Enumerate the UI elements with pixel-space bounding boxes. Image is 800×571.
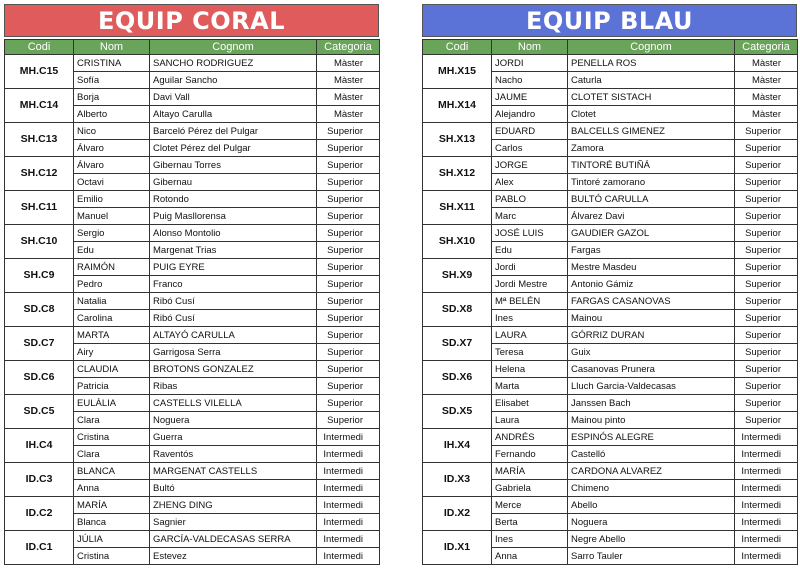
pair-code: MH.C14 <box>5 89 74 123</box>
pair-code: SH.X13 <box>423 123 492 157</box>
surname: Rotondo <box>150 191 317 208</box>
player-row <box>5 191 380 208</box>
first-name: JÚLIA <box>74 531 150 548</box>
pair-code: SD.X8 <box>423 293 492 327</box>
first-name: EULÀLIA <box>74 395 150 412</box>
surname: Mainou pinto <box>568 412 735 429</box>
first-name: Borja <box>74 89 150 106</box>
player-row <box>5 463 380 480</box>
pair-code: ID.X2 <box>423 497 492 531</box>
pair-code: SH.C13 <box>5 123 74 157</box>
category: Superior <box>317 293 380 310</box>
category: Màster <box>735 89 798 106</box>
category: Superior <box>317 412 380 429</box>
surname: Ribó Cusí <box>150 293 317 310</box>
surname: Antonio Gámiz <box>568 276 735 293</box>
category: Màster <box>735 106 798 123</box>
surname: ALTAYÓ CARULLA <box>150 327 317 344</box>
header-row <box>423 40 798 55</box>
surname: Noguera <box>150 412 317 429</box>
pair-code: ID.C1 <box>5 531 74 565</box>
player-row <box>423 123 798 140</box>
player-row <box>423 225 798 242</box>
first-name: Clara <box>74 412 150 429</box>
category: Superior <box>317 327 380 344</box>
category: Intermedi <box>735 480 798 497</box>
pair-code: SD.C7 <box>5 327 74 361</box>
pair-code: SD.C6 <box>5 361 74 395</box>
pair-code: SD.X6 <box>423 361 492 395</box>
player-row <box>423 293 798 310</box>
pair-code: MH.X14 <box>423 89 492 123</box>
pair-code: MH.X15 <box>423 55 492 89</box>
surname: Zamora <box>568 140 735 157</box>
player-row <box>5 55 380 72</box>
surname: Chimeno <box>568 480 735 497</box>
category: Superior <box>317 157 380 174</box>
surname: Sarro Tauler <box>568 548 735 565</box>
first-name: Marta <box>492 378 568 395</box>
category: Superior <box>317 259 380 276</box>
category: Intermedi <box>317 480 380 497</box>
first-name: Elisabet <box>492 395 568 412</box>
category: Superior <box>735 395 798 412</box>
category: Superior <box>735 259 798 276</box>
surname: Casanovas Prunera <box>568 361 735 378</box>
surname: Altayo Carulla <box>150 106 317 123</box>
surname: Castelló <box>568 446 735 463</box>
first-name: Merce <box>492 497 568 514</box>
surname: GARCÍA-VALDECASAS SERRA <box>150 531 317 548</box>
category: Màster <box>317 89 380 106</box>
first-name: Anna <box>492 548 568 565</box>
player-row <box>5 429 380 446</box>
player-row <box>423 191 798 208</box>
pair-code: SH.C12 <box>5 157 74 191</box>
pair-code: SH.X12 <box>423 157 492 191</box>
surname: Abello <box>568 497 735 514</box>
first-name: Laura <box>492 412 568 429</box>
surname: Janssen Bach <box>568 395 735 412</box>
surname: Noguera <box>568 514 735 531</box>
surname: BULTÓ CARULLA <box>568 191 735 208</box>
first-name: Emilio <box>74 191 150 208</box>
surname: BROTONS GONZALEZ <box>150 361 317 378</box>
first-name: Gabriela <box>492 480 568 497</box>
first-name: Edu <box>74 242 150 259</box>
surname: Guerra <box>150 429 317 446</box>
category: Superior <box>317 242 380 259</box>
first-name: Cristina <box>74 548 150 565</box>
category: Superior <box>735 157 798 174</box>
surname: CASTELLS VILELLA <box>150 395 317 412</box>
surname: Lluch Garcia-Valdecasas <box>568 378 735 395</box>
player-row <box>5 395 380 412</box>
category: Intermedi <box>735 463 798 480</box>
category: Superior <box>317 140 380 157</box>
player-row <box>423 531 798 548</box>
category: Superior <box>317 191 380 208</box>
surname: Bultó <box>150 480 317 497</box>
first-name: Clara <box>74 446 150 463</box>
category: Superior <box>735 293 798 310</box>
team-title: EQUIP BLAU <box>422 4 797 37</box>
first-name: LAURA <box>492 327 568 344</box>
pair-code: SD.X7 <box>423 327 492 361</box>
pair-code: SH.C10 <box>5 225 74 259</box>
first-name: CLAUDIA <box>74 361 150 378</box>
pair-code: SH.C11 <box>5 191 74 225</box>
surname: Gibernau <box>150 174 317 191</box>
first-name: Alejandro <box>492 106 568 123</box>
first-name: Patricia <box>74 378 150 395</box>
first-name: JOSÉ LUIS <box>492 225 568 242</box>
first-name: Teresa <box>492 344 568 361</box>
category: Superior <box>735 327 798 344</box>
first-name: Nico <box>74 123 150 140</box>
surname: CLOTET SISTACH <box>568 89 735 106</box>
first-name: Carolina <box>74 310 150 327</box>
surname: Mestre Masdeu <box>568 259 735 276</box>
pair-code: IH.X4 <box>423 429 492 463</box>
category: Intermedi <box>317 429 380 446</box>
category: Superior <box>735 242 798 259</box>
surname: Sagnier <box>150 514 317 531</box>
pair-code: SH.X11 <box>423 191 492 225</box>
header-codi: Codi <box>5 40 74 55</box>
category: Superior <box>317 276 380 293</box>
first-name: Ines <box>492 310 568 327</box>
surname: Estevez <box>150 548 317 565</box>
first-name: MARÍA <box>492 463 568 480</box>
first-name: Manuel <box>74 208 150 225</box>
first-name: MARÍA <box>74 497 150 514</box>
first-name: Álvaro <box>74 140 150 157</box>
surname: PUIG EYRE <box>150 259 317 276</box>
category: Superior <box>735 344 798 361</box>
category: Superior <box>317 361 380 378</box>
surname: Barceló Pérez del Pulgar <box>150 123 317 140</box>
first-name: Pedro <box>74 276 150 293</box>
category: Intermedi <box>317 514 380 531</box>
category: Superior <box>735 174 798 191</box>
surname: Garrigosa Serra <box>150 344 317 361</box>
category: Intermedi <box>317 446 380 463</box>
category: Superior <box>735 310 798 327</box>
player-row <box>423 395 798 412</box>
first-name: Helena <box>492 361 568 378</box>
category: Superior <box>317 395 380 412</box>
player-row <box>5 157 380 174</box>
category: Intermedi <box>735 531 798 548</box>
header-cognom: Cognom <box>568 40 735 55</box>
first-name: Octavi <box>74 174 150 191</box>
surname: ZHENG DING <box>150 497 317 514</box>
category: Intermedi <box>735 497 798 514</box>
pair-code: ID.X3 <box>423 463 492 497</box>
pair-code: ID.C2 <box>5 497 74 531</box>
first-name: BLANCA <box>74 463 150 480</box>
category: Superior <box>317 225 380 242</box>
first-name: Edu <box>492 242 568 259</box>
surname: Raventós <box>150 446 317 463</box>
player-row <box>5 123 380 140</box>
first-name: Mª BELÉN <box>492 293 568 310</box>
pair-code: SD.C5 <box>5 395 74 429</box>
surname: GÓRRIZ DURAN <box>568 327 735 344</box>
first-name: Alberto <box>74 106 150 123</box>
first-name: Álvaro <box>74 157 150 174</box>
first-name: CRISTINA <box>74 55 150 72</box>
surname: BALCELLS GIMENEZ <box>568 123 735 140</box>
category: Superior <box>735 191 798 208</box>
surname: Puig Masllorensa <box>150 208 317 225</box>
surname: Mainou <box>568 310 735 327</box>
header-cognom: Cognom <box>150 40 317 55</box>
category: Intermedi <box>317 463 380 480</box>
surname: Guix <box>568 344 735 361</box>
surname: Fargas <box>568 242 735 259</box>
player-row <box>5 89 380 106</box>
surname: Caturla <box>568 72 735 89</box>
player-row <box>423 361 798 378</box>
category: Intermedi <box>317 531 380 548</box>
category: Superior <box>317 378 380 395</box>
pair-code: SH.X10 <box>423 225 492 259</box>
player-row <box>5 225 380 242</box>
player-row <box>423 157 798 174</box>
player-row <box>423 463 798 480</box>
surname: Clotet Pérez del Pulgar <box>150 140 317 157</box>
category: Superior <box>735 361 798 378</box>
team-coral <box>4 4 379 565</box>
category: Superior <box>317 310 380 327</box>
first-name: Fernando <box>492 446 568 463</box>
roster-table <box>4 39 380 565</box>
roster-table <box>422 39 798 565</box>
first-name: Jordi Mestre <box>492 276 568 293</box>
category: Intermedi <box>735 429 798 446</box>
team-title: EQUIP CORAL <box>4 4 379 37</box>
category: Intermedi <box>735 514 798 531</box>
player-row <box>423 89 798 106</box>
team-blau <box>422 4 797 565</box>
surname: Aguilar Sancho <box>150 72 317 89</box>
header-nom: Nom <box>74 40 150 55</box>
category: Intermedi <box>735 548 798 565</box>
first-name: Sofía <box>74 72 150 89</box>
pair-code: SH.C9 <box>5 259 74 293</box>
surname: TINTORÉ BUTIÑÁ <box>568 157 735 174</box>
first-name: Jordi <box>492 259 568 276</box>
player-row <box>423 55 798 72</box>
first-name: JAUME <box>492 89 568 106</box>
category: Superior <box>317 208 380 225</box>
surname: PENELLA ROS <box>568 55 735 72</box>
surname: Ribas <box>150 378 317 395</box>
surname: Alonso Montolio <box>150 225 317 242</box>
first-name: PABLO <box>492 191 568 208</box>
player-row <box>423 259 798 276</box>
surname: ESPINÓS ALEGRE <box>568 429 735 446</box>
pair-code: SH.X9 <box>423 259 492 293</box>
player-row <box>5 293 380 310</box>
player-row <box>5 259 380 276</box>
pair-code: SD.C8 <box>5 293 74 327</box>
category: Superior <box>735 225 798 242</box>
first-name: JORDI <box>492 55 568 72</box>
first-name: Alex <box>492 174 568 191</box>
first-name: Ines <box>492 531 568 548</box>
first-name: JORGE <box>492 157 568 174</box>
header-codi: Codi <box>423 40 492 55</box>
player-row <box>5 361 380 378</box>
category: Superior <box>317 123 380 140</box>
surname: Ribó Cusí <box>150 310 317 327</box>
first-name: Carlos <box>492 140 568 157</box>
first-name: EDUARD <box>492 123 568 140</box>
surname: CARDONA ALVAREZ <box>568 463 735 480</box>
category: Superior <box>735 412 798 429</box>
category: Superior <box>317 174 380 191</box>
first-name: Cristina <box>74 429 150 446</box>
pair-code: MH.C15 <box>5 55 74 89</box>
pair-code: ID.C3 <box>5 463 74 497</box>
player-row <box>5 327 380 344</box>
pair-code: IH.C4 <box>5 429 74 463</box>
category: Màster <box>317 55 380 72</box>
header-categoria: Categoria <box>735 40 798 55</box>
surname: Clotet <box>568 106 735 123</box>
surname: SANCHO RODRIGUEZ <box>150 55 317 72</box>
player-row <box>423 429 798 446</box>
player-row <box>423 497 798 514</box>
category: Superior <box>735 140 798 157</box>
first-name: Blanca <box>74 514 150 531</box>
first-name: Airy <box>74 344 150 361</box>
category: Superior <box>735 123 798 140</box>
first-name: Berta <box>492 514 568 531</box>
category: Superior <box>735 378 798 395</box>
surname: Negre Abello <box>568 531 735 548</box>
pair-code: ID.X1 <box>423 531 492 565</box>
category: Màster <box>317 106 380 123</box>
first-name: Anna <box>74 480 150 497</box>
first-name: MARTA <box>74 327 150 344</box>
surname: FARGAS CASANOVAS <box>568 293 735 310</box>
first-name: Sergio <box>74 225 150 242</box>
first-name: ANDRÉS <box>492 429 568 446</box>
surname: MARGENAT CASTELLS <box>150 463 317 480</box>
pair-code: SD.X5 <box>423 395 492 429</box>
surname: GAUDIER GAZOL <box>568 225 735 242</box>
surname: Tintoré zamorano <box>568 174 735 191</box>
category: Superior <box>735 276 798 293</box>
category: Intermedi <box>735 446 798 463</box>
category: Màster <box>735 72 798 89</box>
category: Superior <box>735 208 798 225</box>
surname: Gibernau Torres <box>150 157 317 174</box>
first-name: Nacho <box>492 72 568 89</box>
surname: Álvarez Davi <box>568 208 735 225</box>
surname: Margenat Trias <box>150 242 317 259</box>
first-name: RAIMÓN <box>74 259 150 276</box>
surname: Franco <box>150 276 317 293</box>
header-row <box>5 40 380 55</box>
surname: Davi Vall <box>150 89 317 106</box>
category: Intermedi <box>317 497 380 514</box>
category: Màster <box>317 72 380 89</box>
category: Superior <box>317 344 380 361</box>
player-row <box>423 327 798 344</box>
player-row <box>5 531 380 548</box>
first-name: Marc <box>492 208 568 225</box>
header-categoria: Categoria <box>317 40 380 55</box>
category: Intermedi <box>317 548 380 565</box>
first-name: Natalia <box>74 293 150 310</box>
player-row <box>5 497 380 514</box>
header-nom: Nom <box>492 40 568 55</box>
category: Màster <box>735 55 798 72</box>
